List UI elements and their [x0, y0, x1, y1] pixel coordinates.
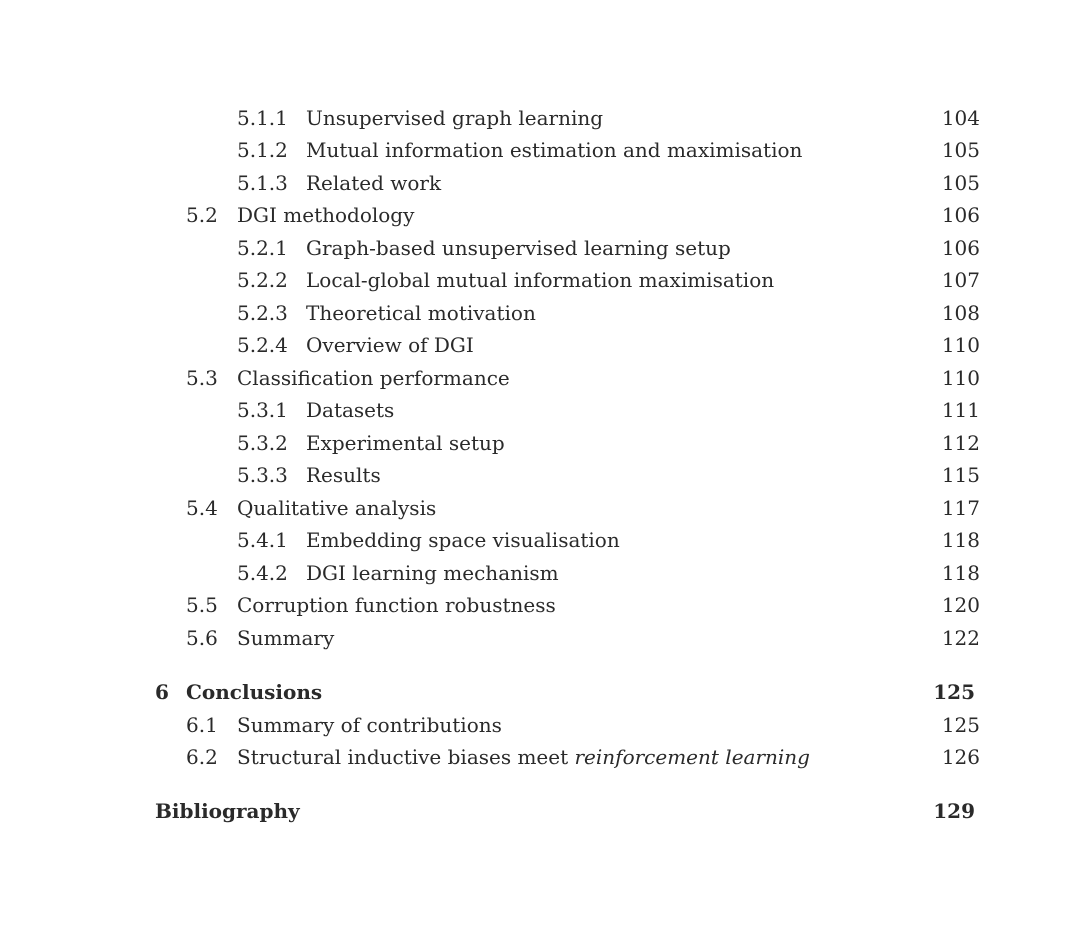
toc-entry-number: 5.4.2: [237, 561, 288, 585]
toc-entry[interactable]: [0, 460, 1080, 490]
toc-entry-title: Local-global mutual information maximisation: [306, 268, 775, 292]
toc-entry-title: Theoretical motivation: [306, 301, 536, 325]
toc-entry-page: 115: [941, 463, 980, 487]
toc-entry-number: 5.1.3: [237, 171, 288, 195]
toc-entry-title: Summary: [237, 626, 335, 650]
toc-entry-number: 6.2: [186, 745, 218, 769]
toc-entry-number: 5.1.1: [237, 106, 288, 130]
toc-entry-title: Results: [306, 463, 381, 487]
toc-entry-page: 111: [941, 398, 980, 422]
toc-entry-title: DGI methodology: [237, 203, 415, 227]
toc-entry-title-italic: reinforcement learning: [574, 745, 810, 769]
toc-entry-title: Conclusions: [186, 680, 323, 704]
toc-entry[interactable]: [0, 428, 1080, 458]
toc-entry-number: 5.2: [186, 203, 218, 227]
toc-entry[interactable]: [0, 233, 1080, 263]
toc-entry[interactable]: [0, 710, 1080, 740]
toc-entry-title: Datasets: [306, 398, 395, 422]
toc-entry-number: 6.1: [186, 713, 218, 737]
toc-entry-title: [237, 742, 810, 772]
toc-entry-page: 120: [941, 593, 980, 617]
toc-entry-title: Embedding space visualisation: [306, 528, 620, 552]
toc-entry-title: Classification performance: [237, 366, 510, 390]
toc-entry-page: 106: [941, 236, 980, 260]
toc-entry-number: 5.2.2: [237, 268, 288, 292]
toc-entry-page: 118: [941, 528, 980, 552]
toc-entry[interactable]: [0, 168, 1080, 198]
toc-entry-title: DGI learning mechanism: [306, 561, 559, 585]
toc-entry[interactable]: [0, 623, 1080, 653]
toc-entry-page: 126: [941, 745, 980, 769]
toc-entry[interactable]: [0, 742, 1080, 772]
toc-entry[interactable]: [0, 265, 1080, 295]
toc-entry-number: 5.3.3: [237, 463, 288, 487]
toc-entry-number: 5.2.4: [237, 333, 288, 357]
toc-entry-number: 5.2.3: [237, 301, 288, 325]
toc-entry-title: Overview of DGI: [306, 333, 474, 357]
toc-entry-page: 108: [941, 301, 980, 325]
toc-entry[interactable]: [0, 298, 1080, 328]
toc-entry-number: 5.3.1: [237, 398, 288, 422]
toc-entry-number: 5.2.1: [237, 236, 288, 260]
toc-entry-title: Bibliography: [155, 799, 300, 823]
toc-entry-page: 118: [941, 561, 980, 585]
toc-entry[interactable]: [0, 135, 1080, 165]
toc-entry[interactable]: [0, 363, 1080, 393]
toc-entry-page: 107: [941, 268, 980, 292]
toc-entry-page: 112: [941, 431, 980, 455]
toc-entry-number: 5.3.2: [237, 431, 288, 455]
toc-entry-page: 104: [941, 106, 980, 130]
toc-entry-page: 110: [941, 366, 980, 390]
toc-entry-title: Experimental setup: [306, 431, 505, 455]
toc-entry[interactable]: [0, 493, 1080, 523]
toc-entry-page: 105: [941, 171, 980, 195]
toc-bibliography-entry[interactable]: [0, 796, 1080, 826]
toc-entry-number: 5.4.1: [237, 528, 288, 552]
toc-entry-number: 6: [155, 680, 169, 704]
toc-entry-page: 125: [933, 680, 975, 704]
toc-entry[interactable]: [0, 525, 1080, 555]
toc-entry-number: 5.5: [186, 593, 218, 617]
toc-entry-page: 106: [941, 203, 980, 227]
toc-entry[interactable]: [0, 200, 1080, 230]
toc-entry-page: 117: [941, 496, 980, 520]
toc-entry[interactable]: [0, 590, 1080, 620]
toc-entry-number: 5.3: [186, 366, 218, 390]
toc-entry-title: Summary of contributions: [237, 713, 502, 737]
toc-entry-title: Unsupervised graph learning: [306, 106, 604, 130]
toc-entry-title: Related work: [306, 171, 442, 195]
toc-entry-title: Corruption function robustness: [237, 593, 556, 617]
toc-entry[interactable]: [0, 395, 1080, 425]
toc-entry-number: 5.6: [186, 626, 218, 650]
toc-entry-title-plain: Structural inductive biases meet: [237, 745, 575, 769]
toc-entry-number: 5.1.2: [237, 138, 288, 162]
toc-entry-page: 105: [941, 138, 980, 162]
toc-entry-title: Mutual information estimation and maximisation: [306, 138, 803, 162]
toc-entry-title: Qualitative analysis: [237, 496, 437, 520]
toc-entry[interactable]: [0, 558, 1080, 588]
toc-entry-page: 129: [933, 799, 975, 823]
toc-entry[interactable]: [0, 103, 1080, 133]
toc-chapter-entry[interactable]: [0, 677, 1080, 707]
toc-entry[interactable]: [0, 330, 1080, 360]
toc-entry-title: Graph-based unsupervised learning setup: [306, 236, 731, 260]
toc-entry-number: 5.4: [186, 496, 218, 520]
toc-entry-page: 122: [941, 626, 980, 650]
toc-entry-page: 125: [941, 713, 980, 737]
toc-entry-page: 110: [941, 333, 980, 357]
